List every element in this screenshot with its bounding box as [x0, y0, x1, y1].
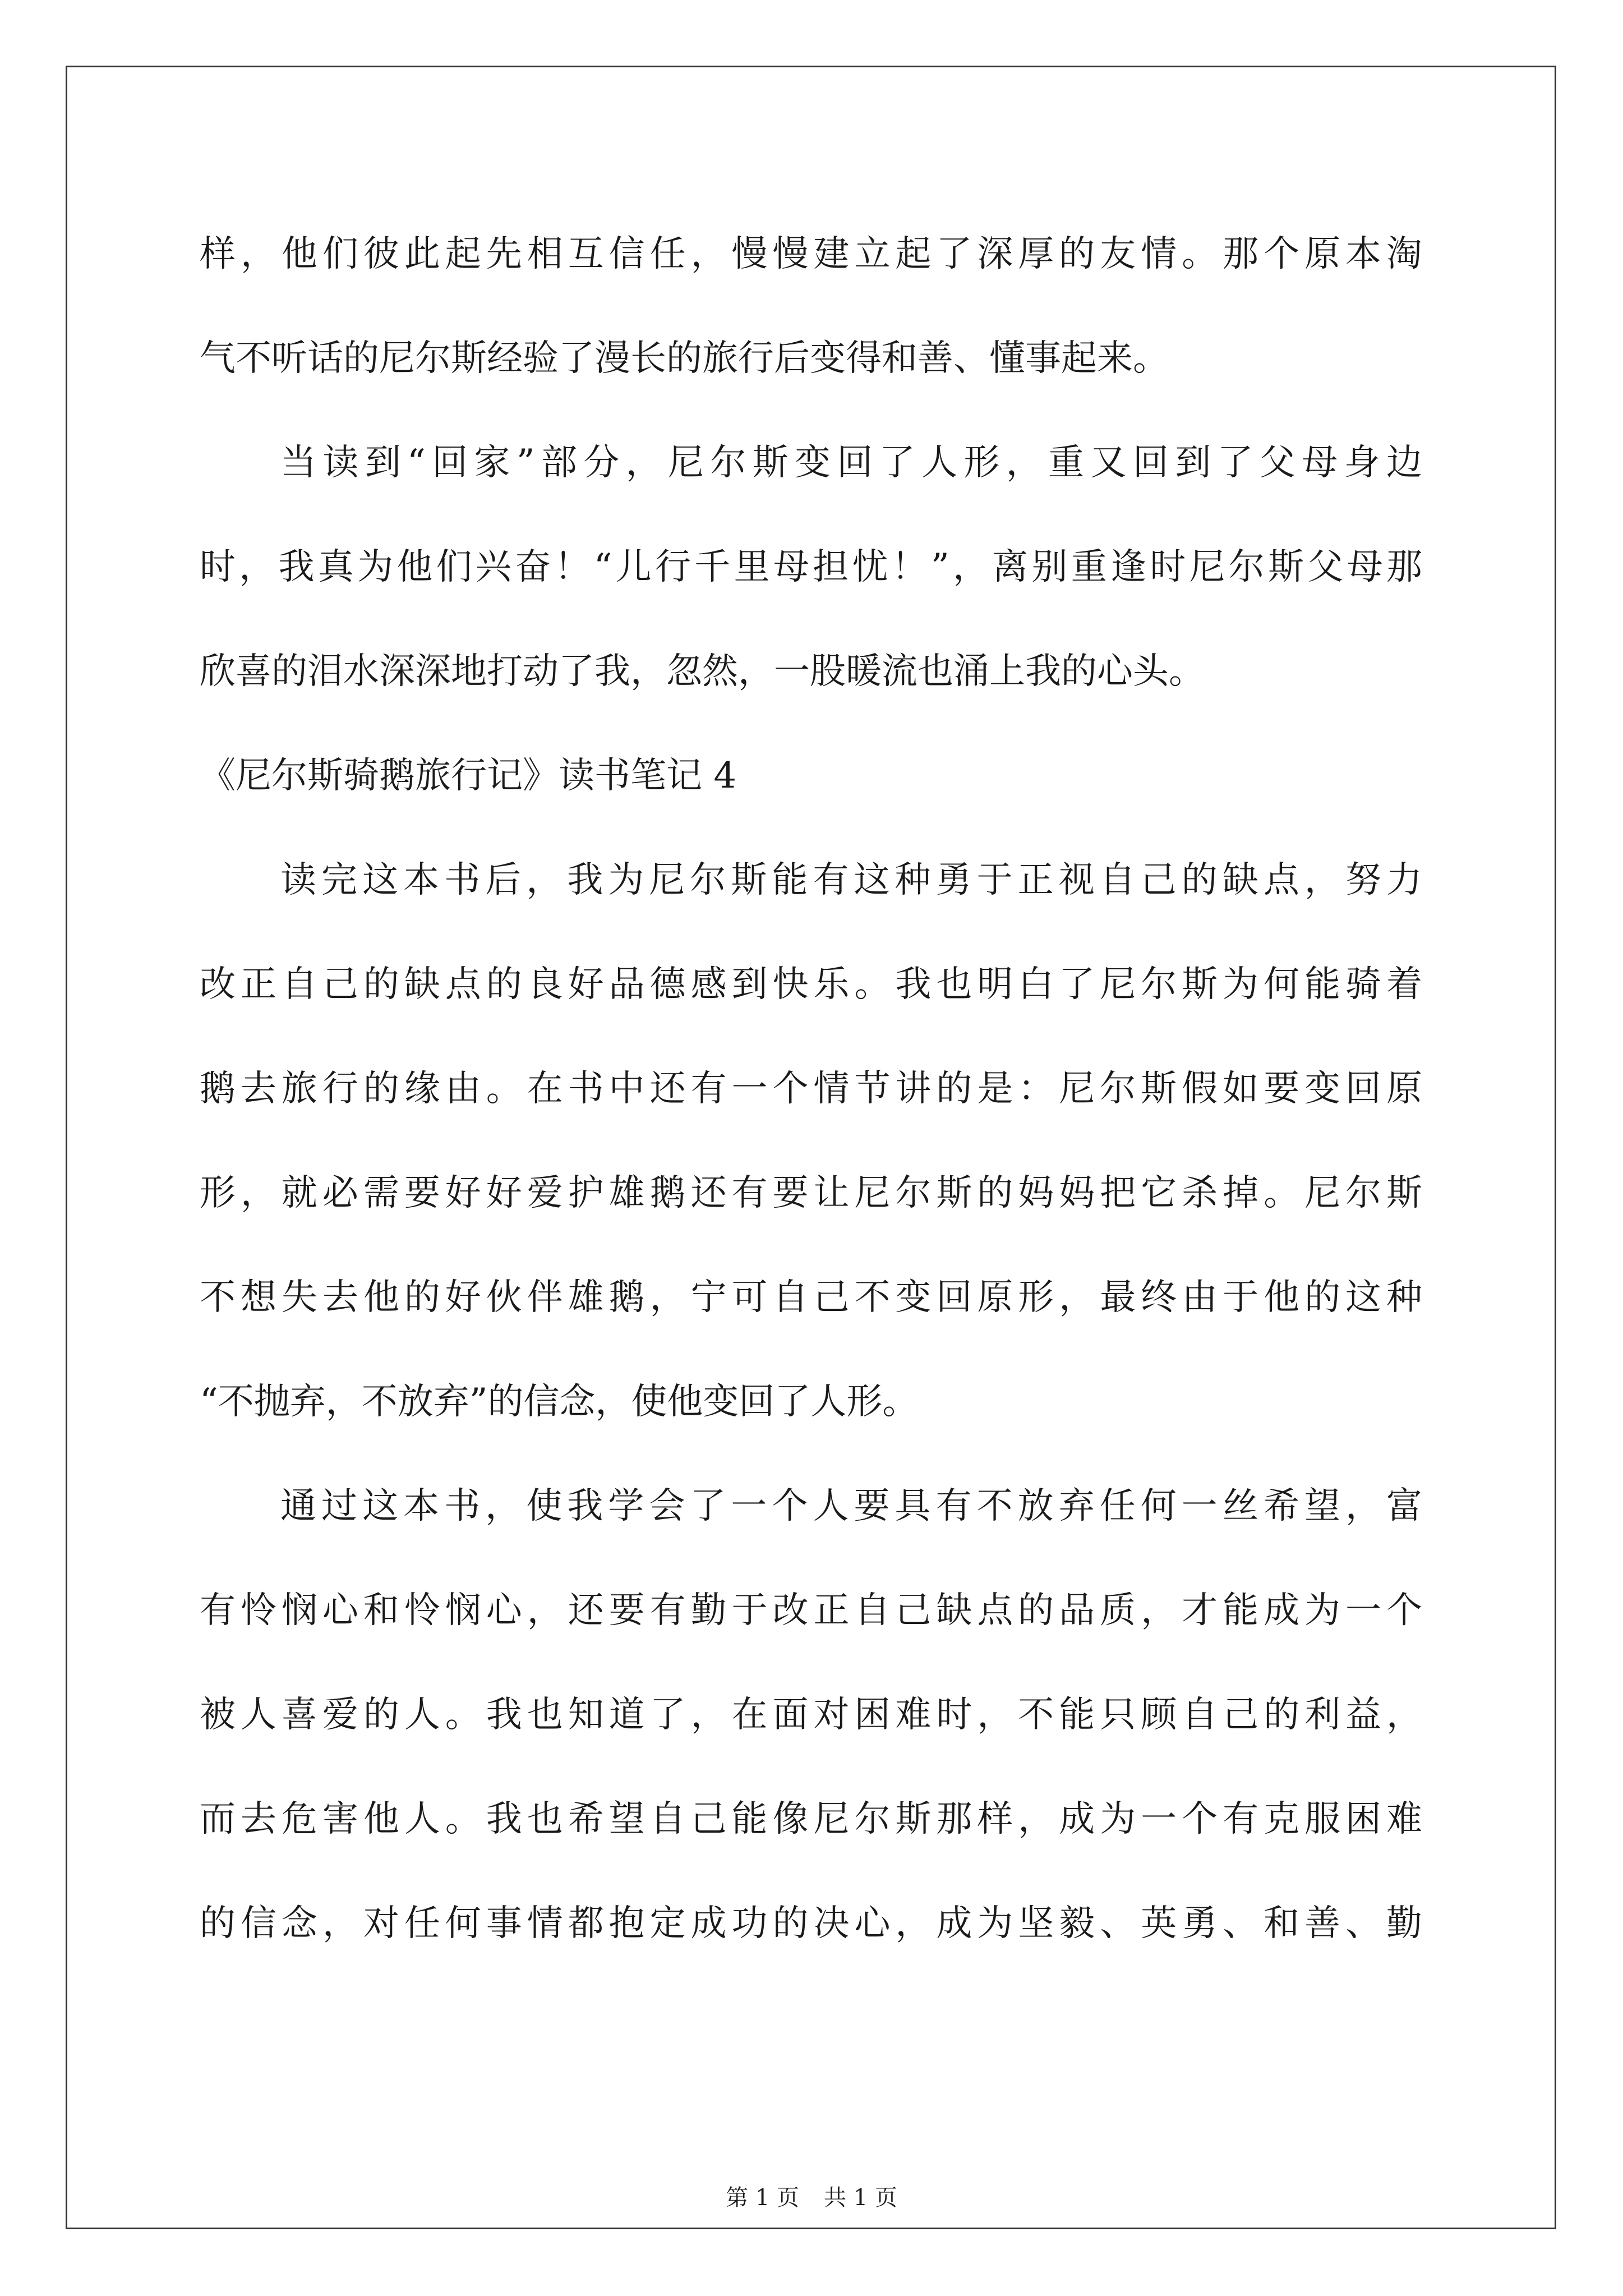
- text-line: 当读到“回家”部分，尼尔斯变回了人形，重又回到了父母身边: [280, 442, 1422, 484]
- text-line: 形，就必需要好好爱护雄鹅还有要让尼尔斯的妈妈把它杀掉。尼尔斯: [200, 1172, 1422, 1214]
- page-total: 共 1 页: [824, 2185, 897, 2211]
- text-line: 不想失去他的好伙伴雄鹅，宁可自己不变回原形，最终由于他的这种: [200, 1277, 1422, 1318]
- text-line: 鹅去旅行的缘由。在书中还有一个情节讲的是：尼尔斯假如要变回原: [200, 1068, 1422, 1110]
- text-line: 有怜悯心和怜悯心，还要有勤于改正自己缺点的品质，才能成为一个: [200, 1590, 1422, 1631]
- text-line: 的信念，对任何事情都抱定成功的决心，成为坚毅、英勇、和善、勤: [200, 1903, 1422, 1944]
- text-line: 欣喜的泪水深深地打动了我，忽然，一股暖流也涌上我的心头。: [200, 651, 1205, 692]
- text-line: 通过这本书，使我学会了一个人要具有不放弃任何一丝希望，富: [280, 1485, 1422, 1527]
- text-line: 样，他们彼此起先相互信任，慢慢建立起了深厚的友情。那个原本淘: [200, 233, 1422, 275]
- text-line: 气不听话的尼尔斯经验了漫长的旅行后变得和善、懂事起来。: [200, 338, 1169, 379]
- section-heading: 《尼尔斯骑鹅旅行记》读书笔记 4: [200, 755, 737, 797]
- text-line: “不抛弃，不放弃”的信念，使他变回了人形。: [200, 1381, 919, 1423]
- text-line: 而去危害他人。我也希望自己能像尼尔斯那样，成为一个有克服困难: [200, 1798, 1422, 1840]
- text-line: 被人喜爱的人。我也知道了，在面对困难时，不能只顾自己的利益，: [200, 1694, 1422, 1736]
- page-footer: [0, 2181, 1623, 2215]
- page-number: 第 1 页: [726, 2185, 799, 2211]
- document-body: [200, 202, 1422, 1976]
- text-line: 读完这本书后，我为尼尔斯能有这种勇于正视自己的缺点，努力: [280, 859, 1422, 901]
- text-line: 改正自己的缺点的良好品德感到快乐。我也明白了尼尔斯为何能骑着: [200, 964, 1422, 1005]
- text-line: 时，我真为他们兴奋！“儿行千里母担忧！”，离别重逢时尼尔斯父母那: [200, 546, 1422, 588]
